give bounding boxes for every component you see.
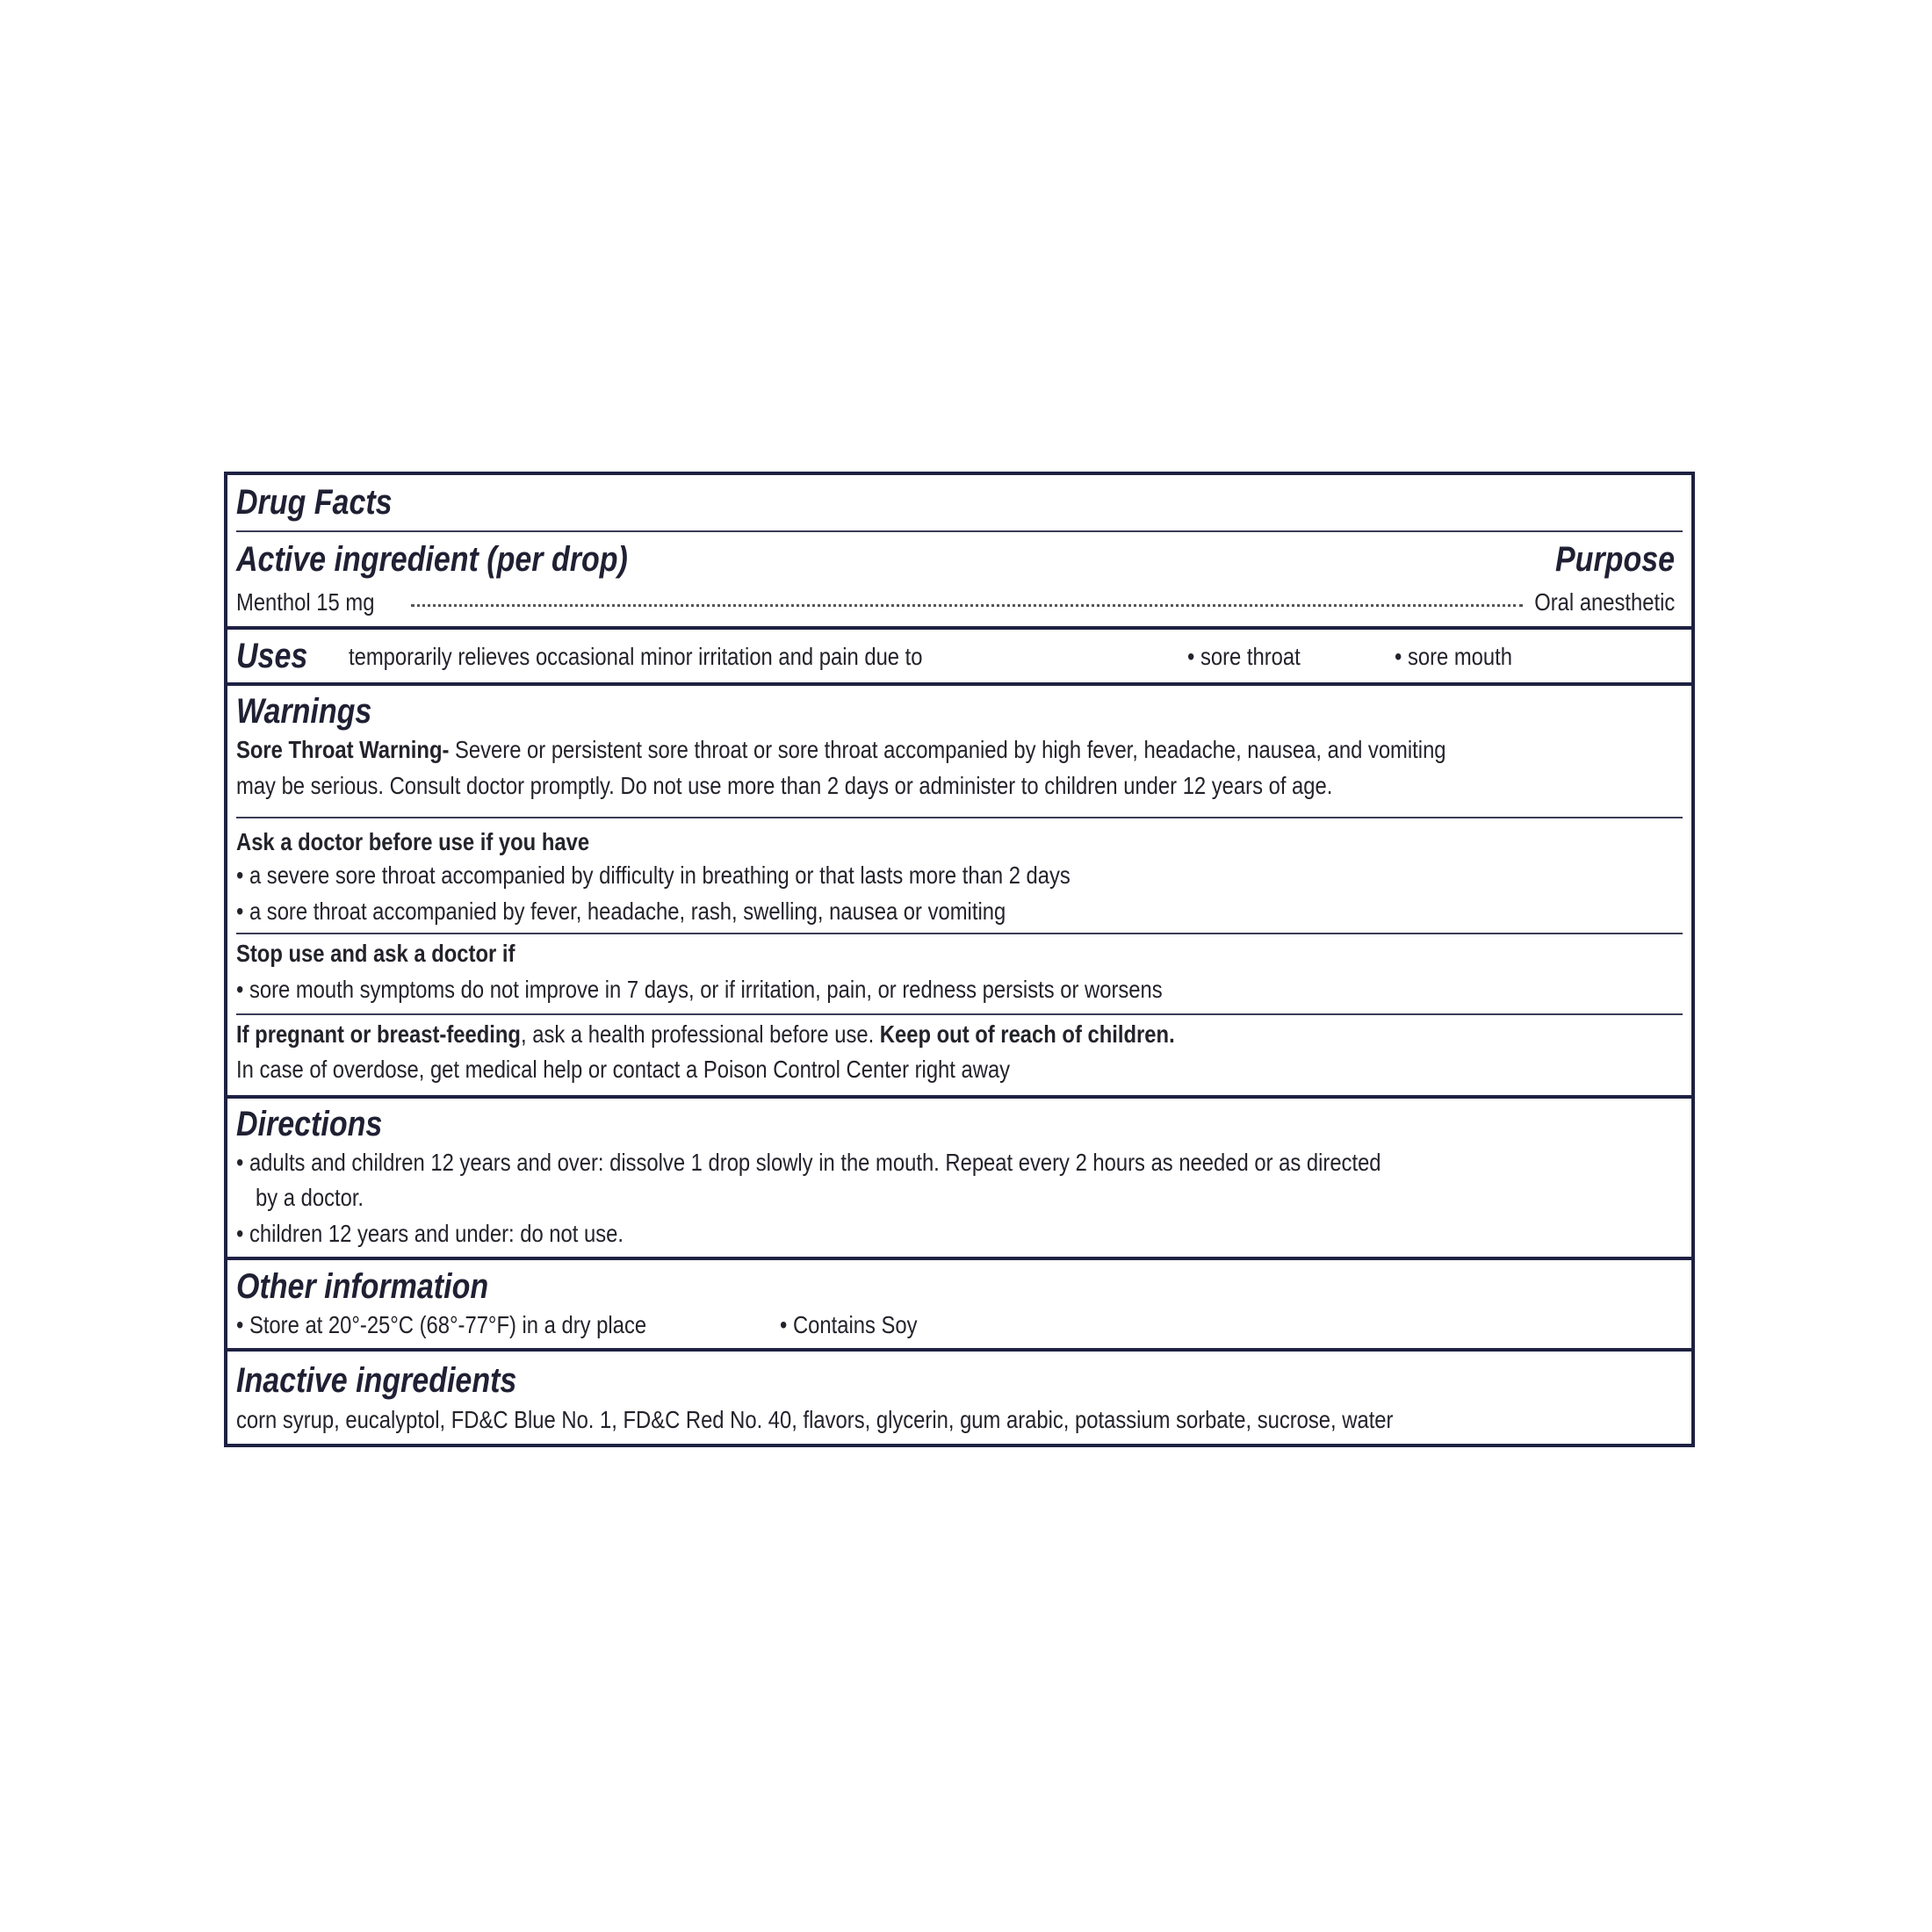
divider: [236, 530, 1683, 532]
directions-heading: Directions: [236, 1105, 383, 1143]
pregnant-text: , ask a health professional before use.: [520, 1020, 880, 1048]
divider: [236, 933, 1683, 934]
sore-throat-warning: [236, 736, 1446, 764]
ask-doctor-item: • a sore throat accompanied by fever, headache, rash, swelling, nausea or vomiting: [236, 898, 1006, 925]
divider: [224, 1257, 1695, 1260]
overdose-text: In case of overdose, get medical help or contact a Poison Control Center right away: [236, 1056, 1011, 1083]
purpose-heading: Purpose: [1554, 540, 1675, 579]
stop-use-heading: Stop use and ask a doctor if: [236, 940, 515, 967]
uses-item: • sore mouth: [1395, 643, 1513, 670]
dot-leader: [411, 604, 1523, 607]
pregnant-warning: [236, 1020, 1175, 1049]
warnings-heading: Warnings: [236, 692, 372, 731]
uses-heading: Uses: [236, 637, 308, 675]
directions-item: • adults and children 12 years and over: dissolve 1 drop slowly in the mouth. Repeat every 2 hours as needed or as directed: [236, 1149, 1381, 1176]
divider: [236, 817, 1683, 818]
other-info-item: • Store at 20°-25°C (68°-77°F) in a dry place: [236, 1311, 647, 1338]
directions-item-cont: by a doctor.: [256, 1184, 364, 1211]
inactive-text: corn syrup, eucalyptol, FD&C Blue No. 1, FD&C Red No. 40, flavors, glycerin, gum arabic, potassium sorbate, sucrose, water: [236, 1406, 1394, 1433]
sore-throat-text: Severe or persistent sore throat or sore throat accompanied by high fever, headache, nausea, and vomiting: [449, 736, 1446, 763]
uses-item: • sore throat: [1187, 643, 1301, 670]
uses-text: temporarily relieves occasional minor irritation and pain due to: [349, 643, 923, 670]
sore-throat-warning-cont: may be serious. Consult doctor promptly. Do not use more than 2 days or administer to children under 12 years of age.: [236, 772, 1333, 799]
ask-doctor-heading: Ask a doctor before use if you have: [236, 828, 590, 855]
divider: [236, 1013, 1683, 1015]
pregnant-label: If pregnant or breast-feeding: [236, 1020, 521, 1048]
divider: [224, 1348, 1695, 1352]
divider: [224, 626, 1695, 630]
inactive-heading: Inactive ingredients: [236, 1361, 517, 1400]
title: Drug Facts: [236, 483, 393, 522]
stop-use-item: • sore mouth symptoms do not improve in 7 days, or if irritation, pain, or redness persists or worsens: [236, 976, 1163, 1003]
keep-out-text: Keep out of reach of children.: [879, 1020, 1175, 1048]
divider: [224, 682, 1695, 686]
purpose: Oral anesthetic: [1533, 588, 1675, 616]
other-info-item: • Contains Soy: [780, 1311, 918, 1338]
other-info-heading: Other information: [236, 1267, 489, 1306]
ask-doctor-item: • a severe sore throat accompanied by difficulty in breathing or that lasts more than 2 days: [236, 861, 1071, 889]
divider: [224, 1095, 1695, 1099]
ingredient: Menthol 15 mg: [236, 588, 375, 616]
directions-item: • children 12 years and under: do not use.: [236, 1220, 624, 1247]
sore-throat-label: Sore Throat Warning-: [236, 736, 450, 763]
active-ingredient-heading: Active ingredient (per drop): [236, 540, 628, 579]
